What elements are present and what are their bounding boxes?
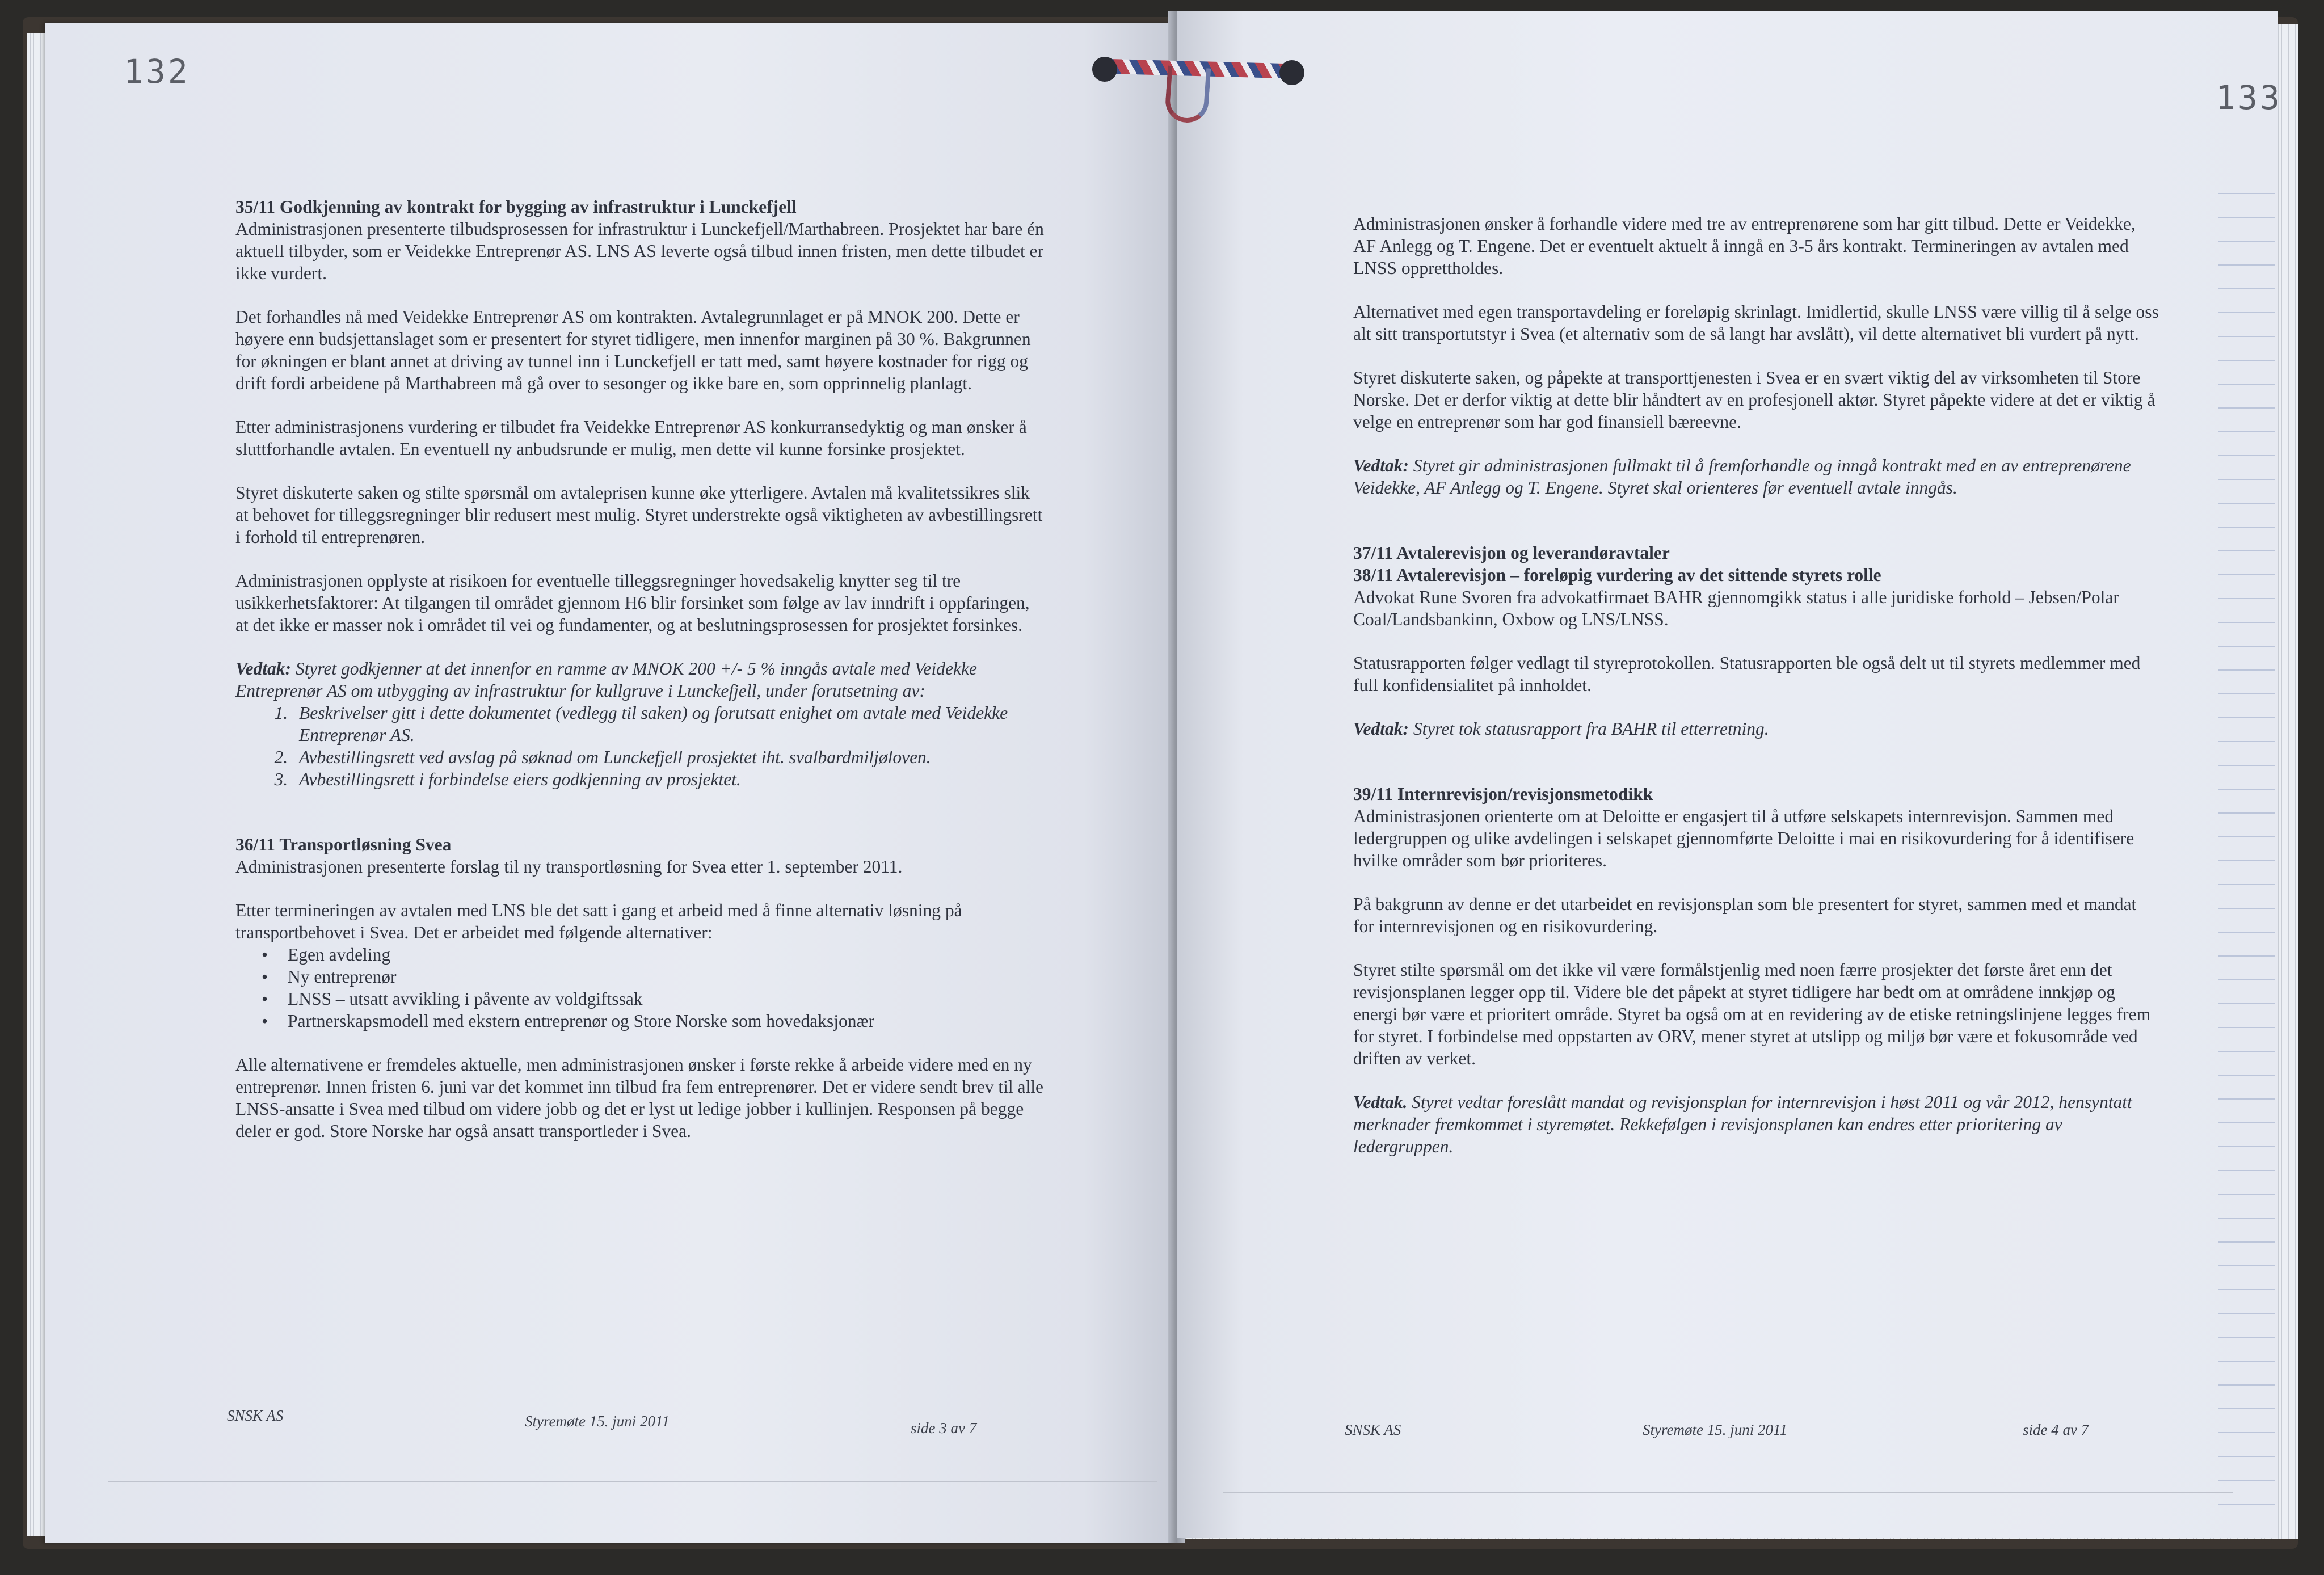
condition-item: 1. Beskrivelser gitt i dette dokumentet (vedlegg til saken) og forutsatt enighet om avtale med Veidekke Entreprenør AS. [292,702,1047,746]
footer-meeting-left: Styremøte 15. juni 2011 [525,1413,670,1430]
left-page [45,23,1174,1543]
vedtak-text: Styret gir administrasjonen fullmakt til å fremforhandle og inngå kontrakt med en av entreprenørene Veidekke, AF Anlegg og T. Engene. Styret skal orienteres før eventuell avtale inngås. [1353,456,2131,498]
alternatives-list [235,944,1047,1032]
section-35-vedtak [235,658,1047,702]
section-38-heading: 38/11 Avtalerevisjon – foreløpig vurdering av det sittende styrets rolle [1353,565,1881,585]
section-37-paragraph-2: Statusrapporten følger vedlagt til styreprotokollen. Statusrapporten ble også delt ut til styrets medlemmer med full konfidensialitet på innholdet. [1353,653,2141,695]
cord-knot-right [1279,60,1304,85]
section-39-vedtak [1353,1091,2159,1157]
list-item: • LNSS – utsatt avvikling i påvente av voldgiftssak [288,988,1047,1010]
vedtak-text: Styret vedtar foreslått mandat og revisjonsplan for internrevisjon i høst 2011 og vår 2012, hensyntatt merknader fremkommet i styremøtet. Rekkefølgen i revisjonsplanen kan endres etter prioritering av ledergruppen. [1353,1092,2132,1156]
section-37-vedtak [1353,718,2159,740]
section-37-paragraph-1: Advokat Rune Svoren fra advokatfirmaet BAHR gjennomgikk status i alle juridiske forhold – Jebsen/Polar Coal/Landsbankinn, Oxbow og LNS/LNSS. [1353,587,2119,629]
footer-company-left: SNSK AS [227,1407,284,1424]
vedtak-label: Vedtak: [1353,719,1409,739]
section-37-heading: 37/11 Avtalerevisjon og leverandøravtaler [1353,543,1670,563]
section-36-cont-paragraph-3: Styret diskuterte saken, og påpekte at transporttjenesten i Svea er en svært viktig del av virksomheten til Store Norske. Det er derfor viktig at dette blir håndtert av en profesjonell aktør. Styret påpekte videre at det er viktig å velge en entreprenør som har god finansiell bæreevne. [1353,368,2155,432]
condition-item: 3. Avbestillingsrett i forbindelse eiers godkjenning av prosjektet. [292,768,1047,790]
list-item: • Egen avdeling [288,944,1047,966]
section-39-paragraph-1: Administrasjonen orienterte om at Deloitte er engasjert til å utføre selskapets internrevisjon. Sammen med ledergruppen og ulike avdelingen i selskapet gjennomførte Deloitte i mai en risikovurdering for å identifisere hvilke områder som bør prioriteres. [1353,806,2134,870]
section-39-paragraph-3: Styret stilte spørsmål om det ikke vil være formålstjenlig med noen færre prosjekter det første året enn det revisjonsplanen legger opp til. Videre ble det påpekt at styret tidligere har bedt om at områdene innkjøp og energi bør være et prioritert område. Styret ba også om at en revidering av de etiske retningslinjene legges frem for styret. I forbindelse med oppstarten av ORV, mener styret at utslipp og miljø bør være et fokusområde ved driften av verket. [1353,960,2151,1068]
right-page-body [1353,213,2159,1179]
section-36-heading: 36/11 Transportløsning Svea [235,835,452,854]
page-divider-left [108,1481,1157,1482]
vedtak-label: Vedtak: [1353,456,1409,475]
section-35-heading: 35/11 Godkjenning av kontrakt for bygging av infrastruktur i Lunckefjell [235,197,797,217]
ruled-margin [2218,170,2275,1515]
footer-page-right: side 4 av 7 [2023,1421,2089,1438]
right-page [1177,11,2282,1538]
section-35-paragraph-3: Etter administrasjonens vurdering er tilbudet fra Veidekke Entreprenør AS konkurransedyktig og man ønsker å sluttforhandle avtalen. En eventuell ny anbudsrunde er mulig, men dette vil kunne forsinke prosjektet. [235,417,1027,459]
section-36-cont-paragraph-1: Administrasjonen ønsker å forhandle videre med tre av entreprenørene som har gitt tilbud. Dette er Veidekke, AF Anlegg og T. Engene. Det er eventuelt aktuelt å inngå en 3-5 års kontrakt. Termineringen av avtalen med LNSS opprettholdes. [1353,214,2136,278]
section-35-paragraph-2: Det forhandles nå med Veidekke Entreprenør AS om kontrakten. Avtalegrunnlaget er på MNOK 200. Dette er høyere enn budsjettanslaget som er presentert for styret tidligere, men innenfor marginen på 30 %. Bakgrunnen for økningen er blant annet at driving av tunnel inn i Lunckefjell er tatt med, samt høyere kostnader for rigg og drift fordi arbeidene på Marthabreen må gå over to sesonger og ikke bare en, som opprinnelig planlagt. [235,307,1031,393]
footer-meeting-right: Styremøte 15. juni 2011 [1643,1421,1787,1438]
vedtak-text: Styret tok statusrapport fra BAHR til etterretning. [1409,719,1769,739]
section-36-paragraph-2: Etter termineringen av avtalen med LNS ble det satt i gang et arbeid med å finne alternativ løsning på transportbehovet i Svea. Det er arbeidet med følgende alternativer: [235,900,962,942]
list-item: • Partnerskapsmodell med ekstern entreprenør og Store Norske som hovedaksjonær [288,1010,1047,1032]
footer-page-left: side 3 av 7 [911,1420,977,1437]
vedtak-label: Vedtak. [1353,1092,1408,1112]
handwritten-page-number-right: 133 [2216,78,2282,117]
vedtak-text: Styret godkjenner at det innenfor en ramme av MNOK 200 +/- 5 % inngås avtale med Veidekke Entreprenør AS om utbygging av infrastruktur for kullgruve i Lunckefjell, under forutsetning av: [235,659,977,701]
condition-item: 2. Avbestillingsrett ved avslag på søknad om Lunckefjell prosjektet iht. svalbardmiljøloven. [292,746,1047,768]
section-36-vedtak [1353,454,2159,499]
cord-knot-left [1092,57,1117,82]
handwritten-page-number-left: 132 [124,52,190,91]
section-35-paragraph-4: Styret diskuterte saken og stilte spørsmål om avtaleprisen kunne øke ytterligere. Avtalen må kvalitetssikres slik at behovet for tilleggsregninger blir redusert mest mulig. Styret understrekte også viktigheten av avbestillingsrett i forhold til entreprenøren. [235,483,1043,547]
vedtak-label: Vedtak: [235,659,291,679]
section-36-cont-paragraph-2: Alternativet med egen transportavdeling er foreløpig skrinlagt. Imidlertid, skulle LNSS være villig til å selge oss alt sitt transportutstyr i Svea (et alternativ som de så langt har avslått), vil dette alternativet bli vurdert på nytt. [1353,302,2159,344]
section-39-heading: 39/11 Internrevisjon/revisjonsmetodikk [1353,784,1653,804]
vedtak-conditions-list [235,702,1047,790]
left-page-body [235,196,1047,1164]
section-35-paragraph-1: Administrasjonen presenterte tilbudsprosessen for infrastruktur i Lunckefjell/Marthabreen. Prosjektet har bare én aktuell tilbyder, som er Veidekke Entreprenør AS. LNS AS leverte også tilbud innen fristen, men dette tilbudet er ikke vurdert. [235,219,1044,283]
list-item: • Ny entreprenør [288,966,1047,988]
section-39-paragraph-2: På bakgrunn av denne er det utarbeidet en revisjonsplan som ble presentert for styret, sammen med et mandat for internrevisjonen og en risikovurdering. [1353,894,2137,936]
section-36-paragraph-1: Administrasjonen presenterte forslag til ny transportløsning for Svea etter 1. september 2011. [235,857,903,877]
page-divider-right [1223,1492,2233,1493]
section-36-paragraph-3: Alle alternativene er fremdeles aktuelle, men administrasjonen ønsker i første rekke å arbeide videre med en ny entreprenør. Innen fristen 6. juni var det kommet inn tilbud fra fem entreprenører. Det er videre sendt brev til alle LNSS-ansatte i Svea med tilbud om videre jobb og det er lyst ut ledige jobber i kullinjen. Responsen på begge deler er god. Store Norske har også ansatt transportleder i Svea. [235,1055,1043,1141]
section-35-paragraph-5: Administrasjonen opplyste at risikoen for eventuelle tilleggsregninger hovedsakelig knytter seg til tre usikkerhetsfaktorer: At tilgangen til området gjennom H6 blir forsinket som følge av lav inndrift i oppfaringen, at det ikke er masser nok i området til vei og fundamenter, og at beslutningsprosessen for prosjektet forsinkes. [235,571,1030,635]
footer-company-right: SNSK AS [1345,1421,1401,1438]
